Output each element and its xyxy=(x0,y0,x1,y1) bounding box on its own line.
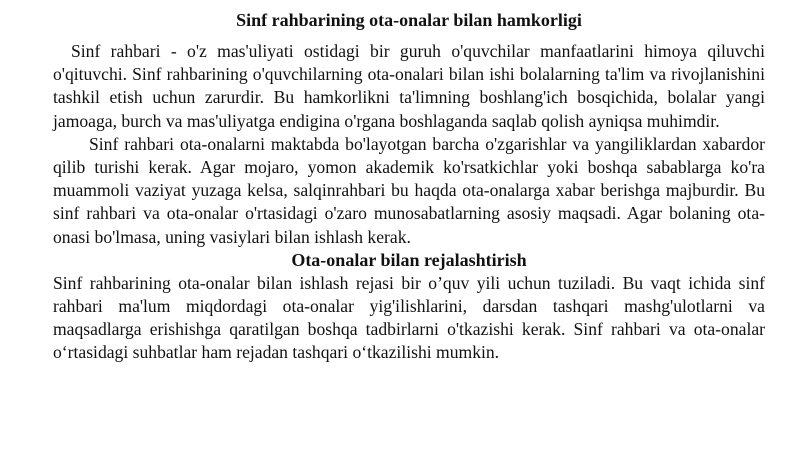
document-title: Sinf rahbarining ota-onalar bilan hamkorligi xyxy=(236,10,582,30)
document-page xyxy=(53,9,765,365)
paragraph-intro: Sinf rahbari - o'z mas'uliyati ostidagi bir guruh o'quvchilar manfaatlarini himoya qiluvchi o'qituvchi. Sinf rahbarining o'quvchilarning ota-onalari bilan ishi bolalarning ta'lim va rivojlanishini tashkil etish uchun zarurdir. Bu hamkorlikni ta'limning boshlang'ich bosqichida, bolalar yangi jamoaga, burch va mas'uliyatga endigina o'rgana boshlaganda saqlab qolish ayniqsa muhimdir. xyxy=(53,41,765,131)
paragraph-communication: Sinf rahbari ota-onalarni maktabda bo'layotgan barcha o'zgarishlar va yangiliklardan xabardor qilib turishi kerak. Agar mojaro, yomon akademik ko'rsatkichlar yoki boshqa sabablarga ko'ra muammoli vaziyat yuzaga kelsa, salqinrahbari bu haqda ota-onalarga xabar berishga majburdir. Bu sinf rahbari va ota-onalar o'rtasidagi o'zaro munosabatlarning asosiy maqsadi. Agar bolaning ota-onasi bo'lmasa, uning vasiylari bilan ishlash kerak. xyxy=(53,133,765,247)
paragraph-planning: Sinf rahbarining ota-onalar bilan ishlash rejasi bir o’quv yili uchun tuziladi. Bu vaqt ichida sinf rahbari ma'lum miqdordagi ota-onalar yig'ilishlarini, darsdan tashqari mashg'ulotlarni va maqsadlarga erishishga qaratilgan boshqa tadbirlarni o'tkazishi kerak. Sinf rahbari va ota-onalar o‘rtasidagi suhbatlar ham rejadan tashqari o‘tkazilishi mumkin. xyxy=(53,272,765,363)
section-heading-planning: Ota-onalar bilan rejalashtirish xyxy=(291,249,527,270)
